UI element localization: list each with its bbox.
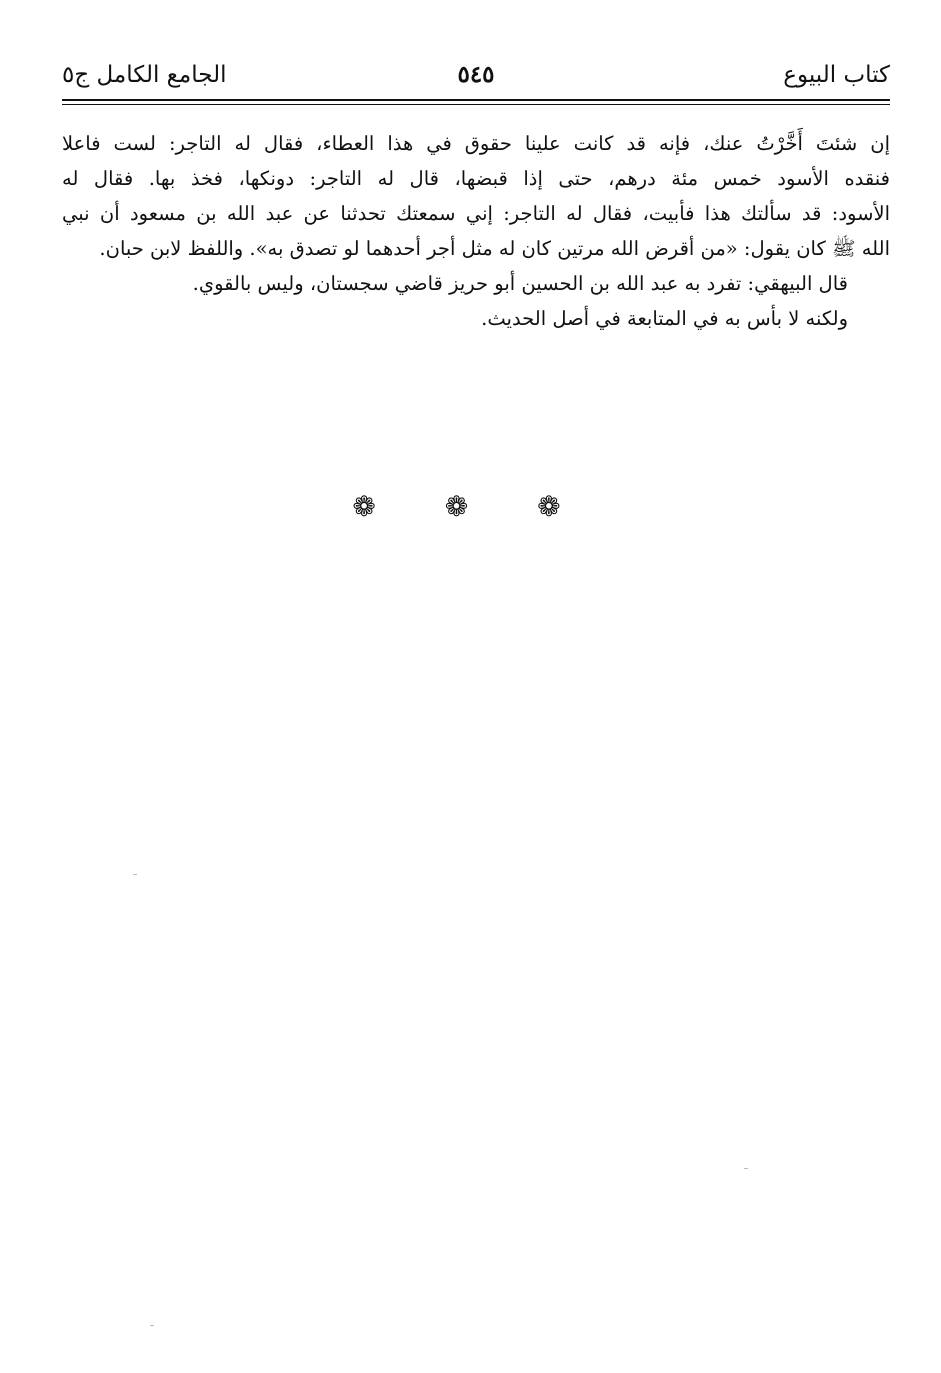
book-title: الجامع الكامل ج٥ [62, 62, 227, 88]
page-number: ٥٤٥ [457, 61, 495, 88]
main-text [62, 126, 890, 336]
header-rule-thin [62, 104, 890, 105]
text-line: ولكنه لا بأس به في المتابعة في أصل الحديث. [481, 307, 848, 330]
text-line: إن شئتَ أَخَّرْتُ عنك، فإنه قد كانت علينا حقوق في هذا العطاء، فقال له التاجر: لست فاعلا [62, 132, 890, 155]
paragraph-3 [62, 301, 890, 336]
text-line: الأسود: قد سألتك هذا فأبيت، فقال له التاجر: إني سمعتك تحدثنا عن عبد الله بن مسعود أن نبي [62, 202, 890, 225]
chapter-title: كتاب البيوع [783, 62, 890, 88]
scan-speck [744, 1168, 748, 1169]
section-end-ornaments [0, 490, 941, 523]
flower-ornament-icon: ❁ [444, 490, 497, 523]
flower-ornament-icon: ❁ [352, 490, 404, 523]
paragraph-2 [62, 266, 890, 301]
scan-speck [150, 1325, 154, 1326]
header-rule-thick [62, 99, 890, 101]
text-line: فنقده الأسود خمس مئة درهم، حتى إذا قبضها، قال له التاجر: دونكها، فخذ بها. فقال له [62, 167, 890, 190]
scan-speck [133, 874, 137, 875]
text-line: قال البيهقي: تفرد به عبد الله بن الحسين أبو حريز قاضي سجستان، وليس بالقوي. [192, 272, 848, 295]
text-line: الله ﷺ كان يقول: «من أقرض الله مرتين كان له مثل أجر أحدهما لو تصدق به». واللفظ لابن حبان. [99, 237, 890, 260]
flower-ornament-icon: ❁ [537, 490, 589, 523]
paragraph-1 [62, 126, 890, 266]
page-header [62, 58, 890, 96]
